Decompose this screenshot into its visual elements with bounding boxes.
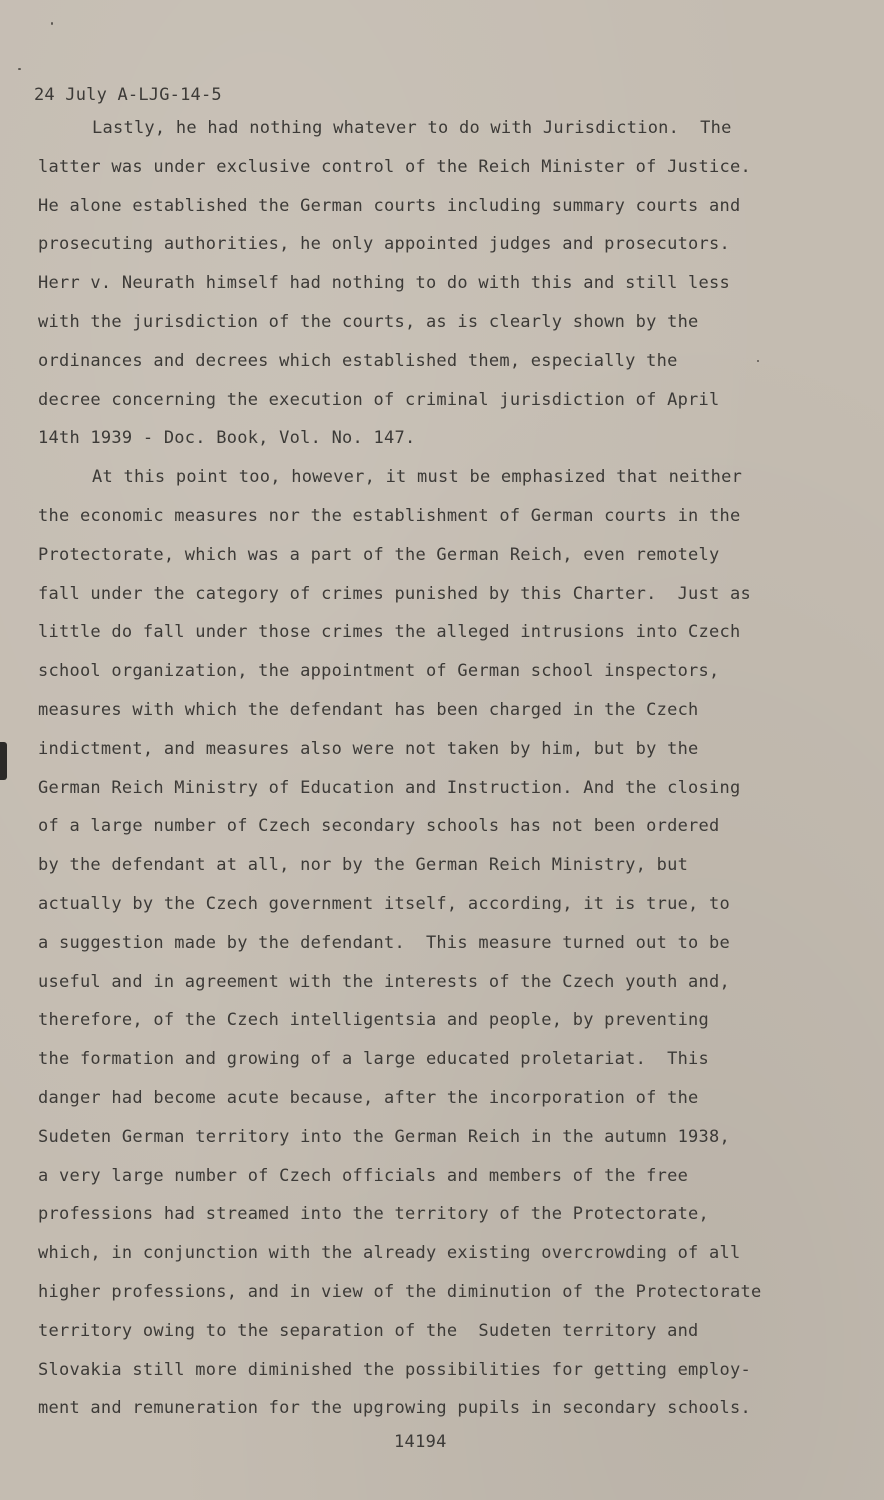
text-line: actually by the Czech government itself, according, it is true, to (38, 893, 731, 914)
text-line: 14th 1939 - Doc. Book, Vol. No. 147. (38, 428, 416, 449)
binding-mark (0, 742, 7, 780)
text-line: of a large number of Czech secondary schools has not been ordered (38, 816, 720, 837)
text-line: fall under the category of crimes punished by this Charter. Just as (38, 583, 751, 604)
text-line: school organization, the appointment of German school inspectors, (38, 661, 720, 682)
text-line: German Reich Ministry of Education and Instruction. And the closing (38, 777, 741, 798)
page-number: 14194 (394, 1432, 447, 1452)
text-line: useful and in agreement with the interests of the Czech youth and, (38, 971, 731, 992)
text-line: danger had become acute because, after the incorporation of the (38, 1087, 699, 1108)
text-line: by the defendant at all, nor by the German Reich Ministry, but (38, 855, 689, 876)
text-line: Lastly, he had nothing whatever to do with Jurisdiction. The (92, 118, 732, 138)
text-line: He alone established the German courts including summary courts and (38, 195, 741, 216)
text-line: the economic measures nor the establishment of German courts in the (38, 505, 741, 526)
text-line: with the jurisdiction of the courts, as is clearly shown by the (38, 311, 699, 332)
text-line: little do fall under those crimes the alleged intrusions into Czech (38, 622, 741, 643)
text-line: territory owing to the separation of the Sudeten territory and (38, 1320, 699, 1341)
text-line: At this point too, however, it must be emphasized that neither (92, 467, 743, 488)
text-line: therefore, of the Czech intelligentsia and people, by preventing (38, 1010, 710, 1031)
paper-speck (18, 68, 21, 70)
text-line: Sudeten German territory into the German Reich in the autumn 1938, (38, 1126, 731, 1147)
text-line: decree concerning the execution of criminal jurisdiction of April (38, 389, 720, 410)
text-line: the formation and growing of a large educated proletariat. This (38, 1049, 710, 1070)
text-line: ment and remuneration for the upgrowing pupils in secondary schools. (38, 1398, 751, 1419)
paper-speck (51, 22, 53, 25)
text-line: professions had streamed into the territory of the Protectorate, (38, 1204, 710, 1225)
text-line: a suggestion made by the defendant. This measure turned out to be (38, 932, 731, 953)
document-body (38, 114, 850, 1433)
text-line: a very large number of Czech officials and members of the free (38, 1165, 689, 1186)
document-header: 24 July A-LJG-14-5 (34, 85, 222, 105)
text-line: latter was under exclusive control of the Reich Minister of Justice. (38, 156, 751, 177)
text-line: Protectorate, which was a part of the German Reich, even remotely (38, 544, 720, 565)
text-line: ordinances and decrees which established them, especially the (38, 350, 678, 371)
text-line: measures with which the defendant has been charged in the Czech (38, 699, 699, 720)
text-line: prosecuting authorities, he only appointed judges and prosecutors. (38, 234, 731, 255)
text-line: higher professions, and in view of the diminution of the Protectorate (38, 1281, 762, 1302)
text-line: Herr v. Neurath himself had nothing to do with this and still less (38, 273, 731, 294)
text-line: which, in conjunction with the already existing overcrowding of all (38, 1243, 741, 1264)
text-line: indictment, and measures also were not taken by him, but by the (38, 738, 699, 759)
text-line: Slovakia still more diminished the possibilities for getting employ- (38, 1359, 751, 1380)
